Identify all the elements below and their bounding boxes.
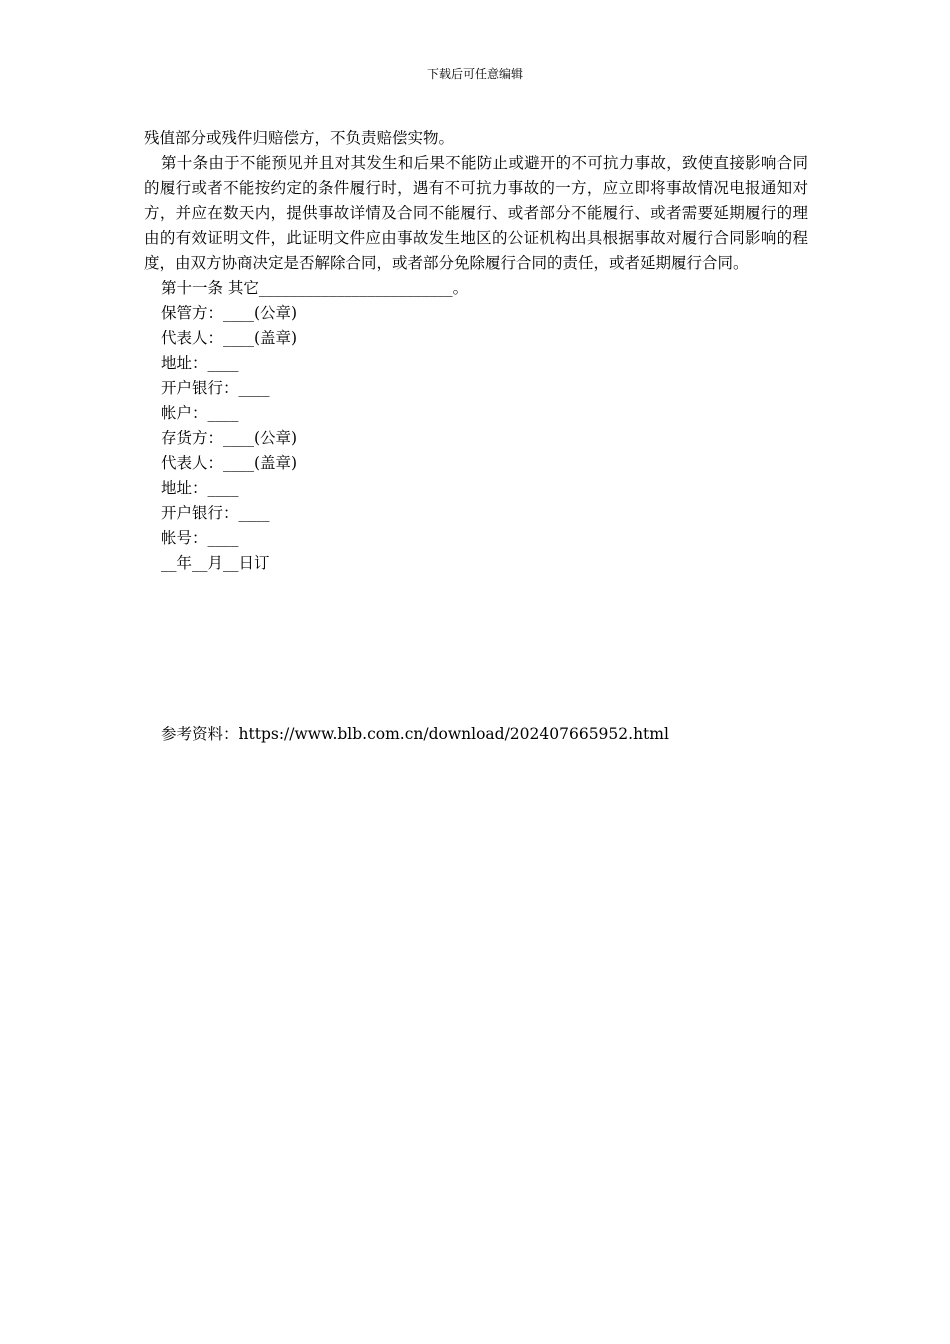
- signing-date: __年__月__日订: [161, 554, 270, 572]
- document-body: [144, 126, 808, 576]
- depositor-bank: 开户银行：____: [161, 504, 270, 522]
- paragraph-continuation: 残值部分或残件归赔偿方，不负责赔偿实物。: [144, 129, 455, 147]
- page-header: 下载后可任意编辑: [426, 67, 523, 81]
- custodian-representative: 代表人：____(盖章): [161, 329, 298, 347]
- reference-link[interactable]: 参考资料：https://www.blb.com.cn/download/202407665952.html: [161, 725, 669, 743]
- depositor-party: 存货方：____(公章): [161, 429, 298, 447]
- article-11: 第十一条 其它_________________________。: [161, 279, 469, 297]
- custodian-bank: 开户银行：____: [161, 379, 270, 397]
- depositor-representative: 代表人：____(盖章): [161, 454, 298, 472]
- custodian-address: 地址：____: [161, 354, 239, 372]
- custodian-party: 保管方：____(公章): [161, 304, 298, 322]
- custodian-account: 帐户：____: [161, 404, 239, 422]
- depositor-address: 地址：____: [161, 479, 239, 497]
- paragraph-article-10: 第十条由于不能预见并且对其发生和后果不能防止或避开的不可抗力事故，致使直接影响合同的履行或者不能按约定的条件履行时，遇有不可抗力事故的一方，应立即将事故情况电报通知对方，并应在数天内，提供事故详情及合同不能履行、或者部分不能履行、或者需要延期履行的理由的有效证明文件，此证明文件应由事故发生地区的公证机构出具根据事故对履行合同影响的程度，由双方协商决定是否解除合同，或者部分免除履行合同的责任，或者延期履行合同。: [144, 154, 808, 272]
- depositor-account: 帐号：____: [161, 529, 239, 547]
